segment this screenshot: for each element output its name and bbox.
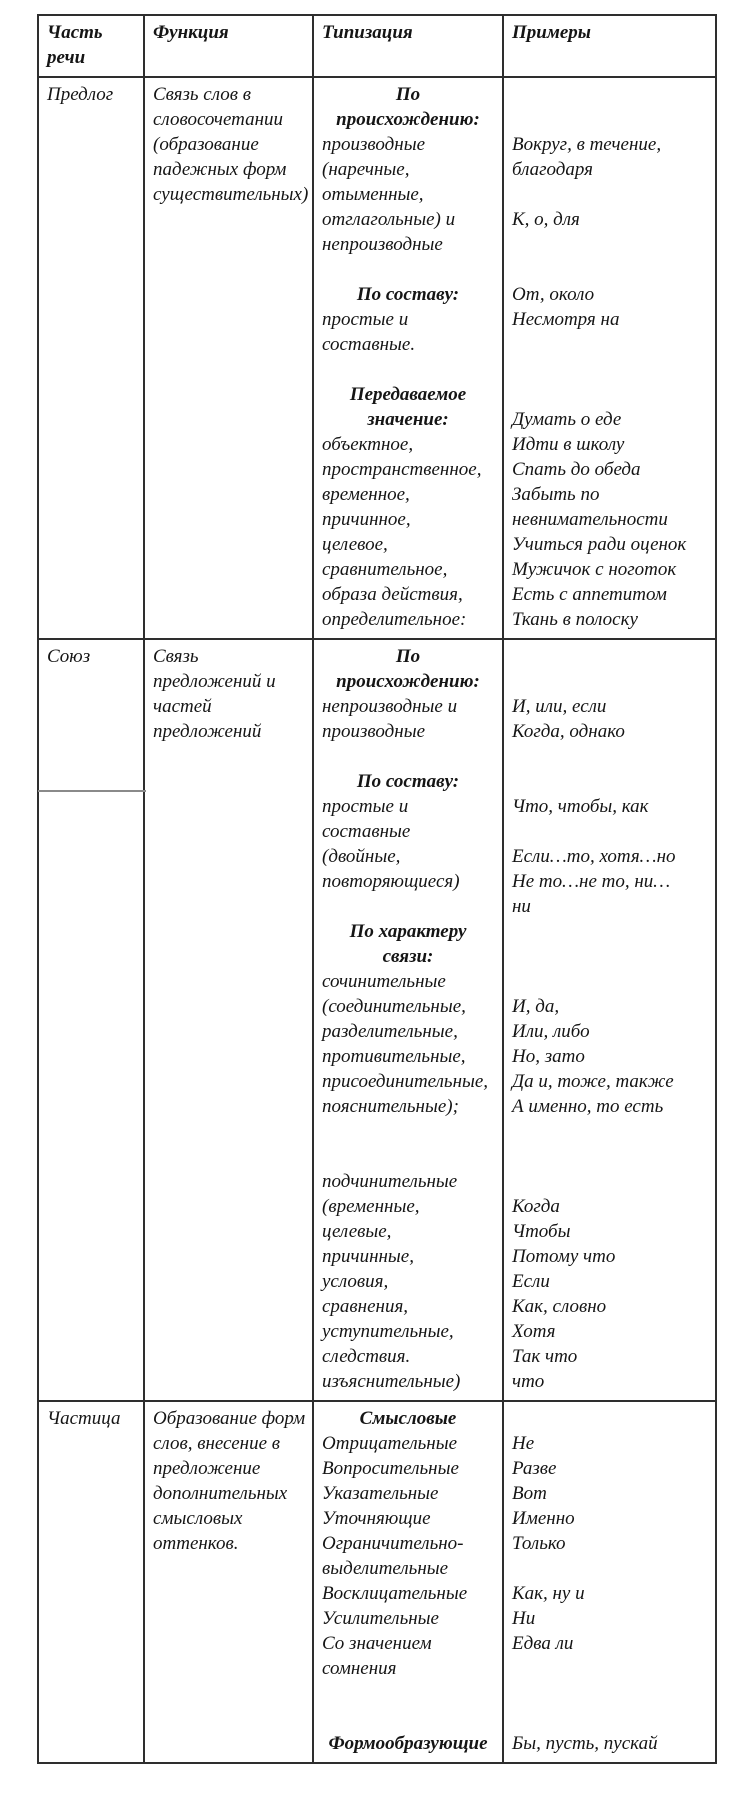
example-line: Но, зато <box>512 1046 585 1067</box>
example-line: Не то…не то, ни… <box>512 871 671 892</box>
typization-heading: По характеру <box>349 921 467 942</box>
cell-typization <box>313 77 503 639</box>
typization-line: производные <box>322 721 425 742</box>
example-line <box>512 82 707 107</box>
typization-line: простые и <box>322 796 409 817</box>
typization-line: (соединительные, <box>322 996 466 1017</box>
typization-line: пояснительные); <box>322 1096 459 1117</box>
example-line <box>512 332 707 357</box>
example-line: От, около <box>512 284 595 305</box>
example-line: Ткань в полоску <box>512 609 638 630</box>
typization-line: простые и <box>322 309 409 330</box>
typization-line <box>322 1119 494 1144</box>
example-line: Несмотря на <box>512 309 620 330</box>
cell-function <box>144 77 313 639</box>
header-part-of-speech: Часть речи <box>38 15 144 77</box>
table-row <box>38 77 716 639</box>
example-line: Забыть по <box>512 484 600 505</box>
example-line <box>512 669 707 694</box>
typization-line: целевое, <box>322 534 388 555</box>
typization-line: присоединительные, <box>322 1071 489 1092</box>
typization-line <box>322 744 494 769</box>
function-line: предложений <box>153 721 262 742</box>
part-of-speech-label: Предлог <box>47 84 114 105</box>
cell-part-of-speech <box>38 77 144 639</box>
example-line: Если <box>512 1271 550 1292</box>
cell-typization <box>313 1401 503 1763</box>
example-line <box>512 1706 707 1731</box>
table-row <box>38 639 716 1401</box>
example-line: Когда, однако <box>512 721 625 742</box>
example-line: невнимательности <box>512 509 668 530</box>
example-line <box>512 1119 707 1144</box>
example-line: Ни <box>512 1608 536 1629</box>
example-line: Учиться ради оценок <box>512 534 687 555</box>
example-line: Мужичок с ноготок <box>512 559 677 580</box>
typization-line: причинное, <box>322 509 411 530</box>
function-line: слов, внесение в <box>153 1433 281 1454</box>
typization-line <box>322 1706 494 1731</box>
typization-line: сравнения, <box>322 1296 409 1317</box>
part-of-speech-label: Частица <box>47 1408 121 1429</box>
function-line: смысловых <box>153 1508 243 1529</box>
header-function: Функция <box>144 15 313 77</box>
example-line: Если…то, хотя…но <box>512 846 676 867</box>
typization-line: сравнительное, <box>322 559 448 580</box>
typization-line: отыменные, <box>322 184 424 205</box>
example-line <box>512 644 707 669</box>
cell-examples <box>503 77 716 639</box>
example-line <box>512 744 707 769</box>
typization-line: противительные, <box>322 1046 466 1067</box>
typization-line <box>322 357 494 382</box>
example-line: Так что <box>512 1346 578 1367</box>
example-line: Только <box>512 1533 566 1554</box>
typization-line <box>322 1144 494 1169</box>
typization-heading: Формообразующие <box>328 1733 488 1754</box>
table-row <box>38 1401 716 1763</box>
example-line: Вокруг, в течение, <box>512 134 662 155</box>
typization-line: (временные, <box>322 1196 420 1217</box>
example-line <box>512 769 707 794</box>
table-header-row <box>38 15 716 77</box>
typization-heading: связи: <box>382 946 434 967</box>
typization-line: отглагольные) и <box>322 209 456 230</box>
typization-heading: происхождению: <box>336 671 480 692</box>
example-line: Потому что <box>512 1246 616 1267</box>
typization-line: сомнения <box>322 1658 397 1679</box>
example-line: Когда <box>512 1196 560 1217</box>
function-line: Связь <box>153 646 199 667</box>
cell-function <box>144 639 313 1401</box>
typization-line: сочинительные <box>322 971 446 992</box>
function-line: существительных) <box>153 184 309 205</box>
example-line: Спать до обеда <box>512 459 641 480</box>
cell-examples <box>503 1401 716 1763</box>
page-break-line <box>38 790 146 792</box>
example-line: Чтобы <box>512 1221 571 1242</box>
example-line: ни <box>512 896 531 917</box>
example-line: Что, чтобы, как <box>512 796 649 817</box>
example-line <box>512 107 707 132</box>
typization-line: разделительные, <box>322 1021 458 1042</box>
example-line <box>512 257 707 282</box>
function-line: частей <box>153 696 212 717</box>
example-line <box>512 1169 707 1194</box>
typization-line: составные. <box>322 334 416 355</box>
typization-line: Уточняющие <box>322 1508 431 1529</box>
typization-line: Усилительные <box>322 1608 439 1629</box>
typization-line <box>322 894 494 919</box>
example-line: что <box>512 1371 545 1392</box>
example-line: Думать о еде <box>512 409 622 430</box>
example-line <box>512 969 707 994</box>
example-line: Есть с аппетитом <box>512 584 667 605</box>
example-line <box>512 1144 707 1169</box>
function-line: оттенков. <box>153 1533 239 1554</box>
typization-heading: По <box>395 646 421 667</box>
typization-line: целевые, <box>322 1221 392 1242</box>
example-line: Как, ну и <box>512 1583 585 1604</box>
example-line: Как, словно <box>512 1296 607 1317</box>
function-line: дополнительных <box>153 1483 288 1504</box>
function-line: (образование <box>153 134 259 155</box>
example-line: благодаря <box>512 159 593 180</box>
header-typization: Типизация <box>313 15 503 77</box>
example-line: Бы, пусть, пускай <box>512 1733 658 1754</box>
example-line <box>512 357 707 382</box>
table-body <box>38 77 716 1763</box>
cell-function <box>144 1401 313 1763</box>
function-line: Образование форм <box>153 1408 306 1429</box>
example-line <box>512 944 707 969</box>
typization-heading: По <box>395 84 421 105</box>
example-line: Хотя <box>512 1321 556 1342</box>
example-line: Или, либо <box>512 1021 590 1042</box>
example-line <box>512 182 707 207</box>
typization-line: изъяснительные) <box>322 1371 461 1392</box>
example-line: Едва ли <box>512 1633 574 1654</box>
typization-line: следствия. <box>322 1346 411 1367</box>
typization-line: причинные, <box>322 1246 414 1267</box>
typization-line: (наречные, <box>322 159 410 180</box>
example-line <box>512 1656 707 1681</box>
cell-typization <box>313 639 503 1401</box>
example-line <box>512 1556 707 1581</box>
typization-heading: Смысловые <box>359 1408 457 1429</box>
typization-line: составные <box>322 821 411 842</box>
example-line <box>512 919 707 944</box>
example-line <box>512 382 707 407</box>
example-line <box>512 1406 707 1431</box>
typization-line: повторяющиеся) <box>322 871 460 892</box>
example-line: Не <box>512 1433 535 1454</box>
example-line <box>512 232 707 257</box>
example-line: Да и, тоже, также <box>512 1071 674 1092</box>
typization-heading: Передаваемое <box>349 384 467 405</box>
typization-line <box>322 257 494 282</box>
typization-heading: значение: <box>367 409 449 430</box>
typization-heading: происхождению: <box>336 109 480 130</box>
example-line: Идти в школу <box>512 434 625 455</box>
example-line: К, о, для <box>512 209 580 230</box>
function-line: словосочетании <box>153 109 284 130</box>
typization-line: (двойные, <box>322 846 401 867</box>
function-line: предложение <box>153 1458 261 1479</box>
typization-line: условия, <box>322 1271 389 1292</box>
cell-examples <box>503 639 716 1401</box>
typization-line: пространственное, <box>322 459 482 480</box>
example-line: И, или, если <box>512 696 607 717</box>
example-line <box>512 1681 707 1706</box>
typization-line: Восклицательные <box>322 1583 468 1604</box>
header-examples: Примеры <box>503 15 716 77</box>
parts-of-speech-table <box>37 14 717 1764</box>
cell-part-of-speech <box>38 1401 144 1763</box>
typization-line: образа действия, <box>322 584 463 605</box>
typization-line: Ограничительно- <box>322 1533 464 1554</box>
typization-line: непроизводные <box>322 234 443 255</box>
function-line: предложений и <box>153 671 276 692</box>
typization-line: уступительные, <box>322 1321 454 1342</box>
part-of-speech-label: Союз <box>47 646 91 667</box>
example-line: Вот <box>512 1483 547 1504</box>
typization-line: выделительные <box>322 1558 449 1579</box>
typization-line: временное, <box>322 484 410 505</box>
typization-heading: По составу: <box>356 284 460 305</box>
typization-line <box>322 1681 494 1706</box>
example-line <box>512 819 707 844</box>
typization-line: непроизводные и <box>322 696 458 717</box>
typization-line: подчинительные <box>322 1171 458 1192</box>
example-line: И, да, <box>512 996 560 1017</box>
typization-line: Указательные <box>322 1483 439 1504</box>
example-line: А именно, то есть <box>512 1096 664 1117</box>
typization-line: Вопросительные <box>322 1458 459 1479</box>
example-line: Именно <box>512 1508 575 1529</box>
typization-heading: По составу: <box>356 771 460 792</box>
typization-line: производные <box>322 134 425 155</box>
cell-part-of-speech <box>38 639 144 1401</box>
function-line: падежных форм <box>153 159 287 180</box>
typization-line: объектное, <box>322 434 414 455</box>
typization-line: Отрицательные <box>322 1433 458 1454</box>
typization-line: Со значением <box>322 1633 432 1654</box>
example-line: Разве <box>512 1458 557 1479</box>
typization-line: определительное: <box>322 609 467 630</box>
function-line: Связь слов в <box>153 84 252 105</box>
